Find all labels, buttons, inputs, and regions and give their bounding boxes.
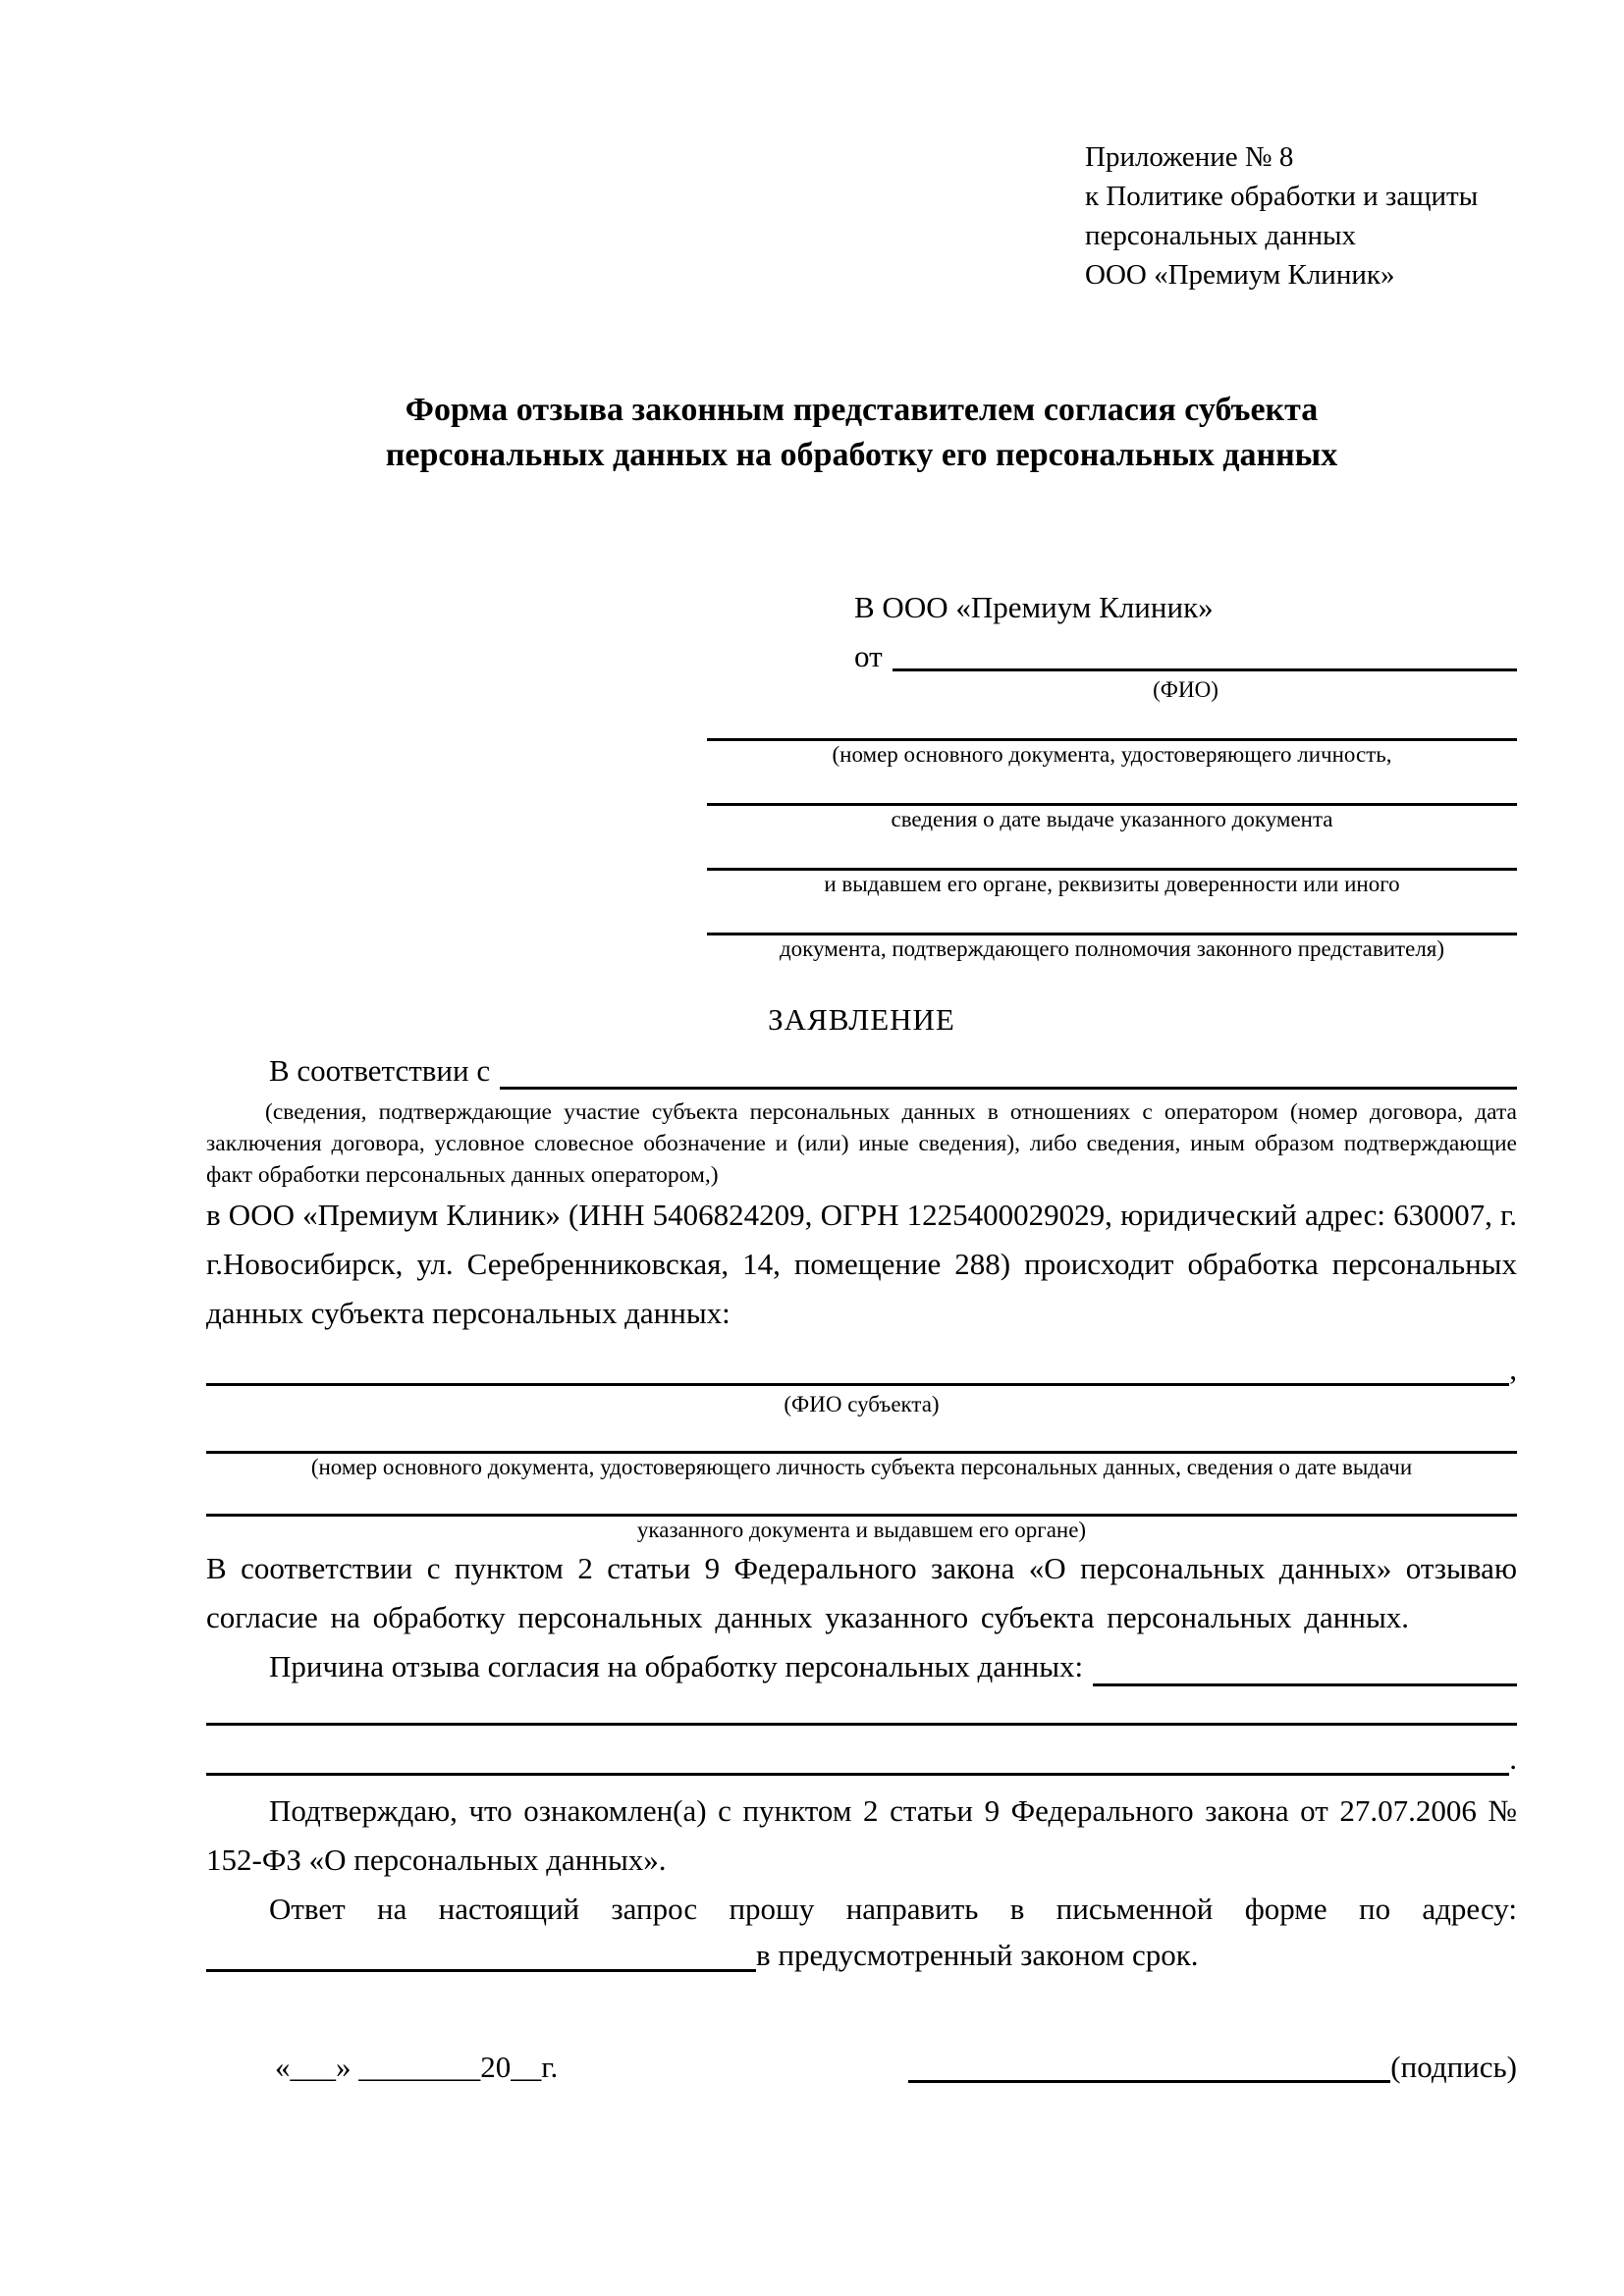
- field-caption: (номер основного документа, удостоверяющего личность,: [832, 742, 1392, 767]
- representative-doc-field: [707, 778, 1517, 833]
- reply-paragraph: Ответ на настоящий запрос прошу направить в письменной форме по адресу:: [269, 1892, 1517, 1926]
- signature-blank-line: [908, 2080, 1390, 2083]
- representative-fio-blank-line: [893, 668, 1517, 671]
- recipient-organization: В ООО «Премиум Клиник»: [854, 590, 1214, 624]
- reply-suffix: в предусмотренный законом срок.: [756, 1938, 1199, 1972]
- subject-doc-caption: указанного документа и выдавшем его органе): [636, 1518, 1087, 1542]
- appendix-line: ООО «Премиум Клиник»: [1085, 259, 1395, 291]
- reason-blank-line-3: [206, 1773, 1509, 1776]
- fio-line-suffix: ,: [1509, 1352, 1517, 1386]
- subject-fio-row: [206, 1348, 1517, 1391]
- blank-line: [707, 778, 1517, 806]
- appendix-line: к Политике обработки и защиты: [1085, 181, 1479, 212]
- field-caption: и выдавшем его органе, реквизиты доверенности или иного: [824, 872, 1400, 896]
- statement-heading: ЗАЯВЛЕНИЕ: [768, 1002, 955, 1037]
- reason-blank-line-2: [206, 1723, 1517, 1726]
- blank-line: [206, 1430, 1517, 1454]
- representative-doc-field: [707, 714, 1517, 769]
- blank-line: [707, 714, 1517, 741]
- blank-line: [707, 843, 1517, 871]
- blank-line-suffix: .: [1509, 1741, 1517, 1776]
- reason-row: [206, 1642, 1517, 1691]
- appendix-line: Приложение № 8: [1085, 141, 1294, 173]
- footer-row: [206, 2046, 1517, 2089]
- subject-doc-field: [206, 1430, 1517, 1481]
- reply-address-row: [206, 1934, 1517, 1977]
- subject-fio-blank-line: [206, 1383, 1509, 1386]
- subject-doc-caption: (номер основного документа, удостоверяющего личность субъекта персональных данных, сведения о дате выдачи: [310, 1455, 1413, 1479]
- appendix-line: персональных данных: [1085, 220, 1357, 251]
- from-row: [707, 637, 1517, 676]
- fio-caption: (ФИО): [1153, 677, 1218, 702]
- recipient-block: [707, 588, 1517, 963]
- basis-blank-line: [500, 1087, 1517, 1090]
- signature-caption: (подпись): [1390, 2050, 1517, 2084]
- appendix-reference-block: [1085, 0, 1517, 294]
- intro-prefix: В соответствии с: [269, 1053, 491, 1088]
- signature-group: [908, 2046, 1517, 2089]
- reason-label: Причина отзыва согласия на обработку персональных данных:: [269, 1649, 1084, 1683]
- document-title: Форма отзыва законным представителем согласия субъекта персональных данных на обработку его персональных данных: [385, 392, 1338, 473]
- confirm-paragraph: Подтверждаю, что ознакомлен(а) с пунктом 2 статьи 9 Федерального закона от 27.07.2006 № 152-ФЗ «О персональных данных».: [206, 1793, 1517, 1877]
- date-fill-in: «___» ________20__г.: [275, 2050, 559, 2084]
- operator-paragraph: в ООО «Премиум Клиник» (ИНН 5406824209, ОГРН 1225400029029, юридический адрес: 630007, г. г.Новосибирск, ул. Серебренниковская, 14, помещение 288) происходит обработка персональных данных субъекта персональных данных:: [206, 1198, 1517, 1330]
- reason-blank-row-3: [206, 1737, 1517, 1781]
- blank-line: [707, 908, 1517, 935]
- blank-line: [206, 1493, 1517, 1517]
- withdrawal-paragraph: В соответствии с пунктом 2 статьи 9 Федерального закона «О персональных данных» отзываю согласие на обработку персональных данных указанного субъекта персональных данных.: [206, 1551, 1517, 1634]
- address-blank-line: [206, 1969, 756, 1972]
- field-caption: документа, подтверждающего полномочия законного представителя): [779, 936, 1445, 961]
- representative-doc-field: [707, 908, 1517, 963]
- from-label: от: [854, 639, 883, 673]
- intro-row: [206, 1047, 1517, 1095]
- representative-doc-field: [707, 843, 1517, 898]
- field-caption: сведения о дате выдаче указанного документа: [891, 807, 1333, 831]
- intro-caption: (сведения, подтверждающие участие субъекта персональных данных в отношениях с оператором (номер договора, дата заключения договора, условное словесное обозначение и (или) иные сведения), либо сведения, иным образом подтверждающие факт обработки персональных данных оператором,): [206, 1099, 1517, 1188]
- reason-blank-line: [1093, 1683, 1517, 1686]
- subject-doc-field: [206, 1493, 1517, 1544]
- subject-fio-caption: (ФИО субъекта): [784, 1392, 940, 1416]
